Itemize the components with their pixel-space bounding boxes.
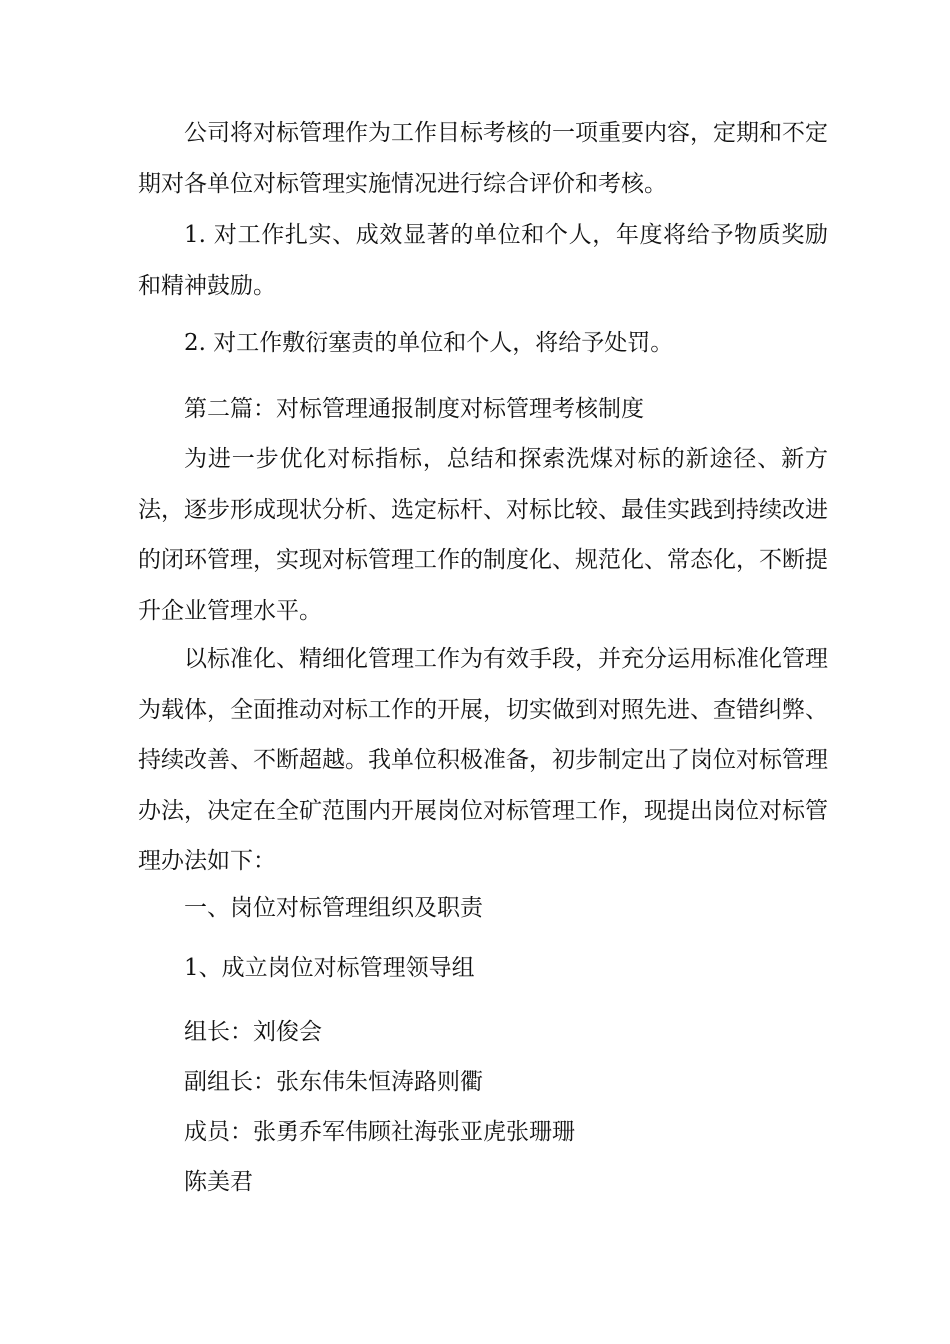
- list-item-penalty: [138, 318, 828, 369]
- group-leader: 组长：刘俊会: [184, 1019, 322, 1045]
- paragraph-method: 以标准化、精细化管理工作为有效手段，并充分运用标准化管理为载体，全面推动对标工作的开展，切实做到对照先进、查错纠弊、持续改善、不断超越。我单位积极准备，初步制定出了岗位对标管理办法，决定在全矿范围内开展岗位对标管理工作，现提出岗位对标管理办法如下：: [138, 646, 828, 874]
- paragraph-purpose: 为进一步优化对标指标，总结和探索洗煤对标的新途径、新方法，逐步形成现状分析、选定标杆、对标比较、最佳实践到持续改进的闭环管理，实现对标管理工作的制度化、规范化、常态化，不断提升企业管理水平。: [138, 446, 828, 624]
- list-number: 1.: [184, 222, 206, 248]
- list-text: 对工作敷衍塞责的单位和个人，将给予处罚。: [213, 330, 674, 356]
- list-number: 2.: [184, 330, 206, 356]
- list-text: 对工作扎实、成效显著的单位和个人，年度将给予物质奖励和精神鼓励。: [138, 222, 829, 299]
- list-item-reward: [138, 210, 828, 311]
- section-title: 第二篇：对标管理通报制度对标管理考核制度: [184, 396, 644, 422]
- members-continued: 陈美君: [184, 1169, 253, 1195]
- paragraph-assessment: 公司将对标管理作为工作目标考核的一项重要内容，定期和不定期对各单位对标管理实施情况进行综合评价和考核。: [138, 120, 828, 197]
- members: 成员：张勇乔军伟顾社海张亚虎张珊珊: [184, 1119, 575, 1145]
- heading-leadership-group: 1、成立岗位对标管理领导组: [184, 955, 475, 981]
- heading-organization: 一、岗位对标管理组织及职责: [184, 895, 483, 921]
- deputy-leader: 副组长：张东伟朱恒涛路则衢: [184, 1069, 483, 1095]
